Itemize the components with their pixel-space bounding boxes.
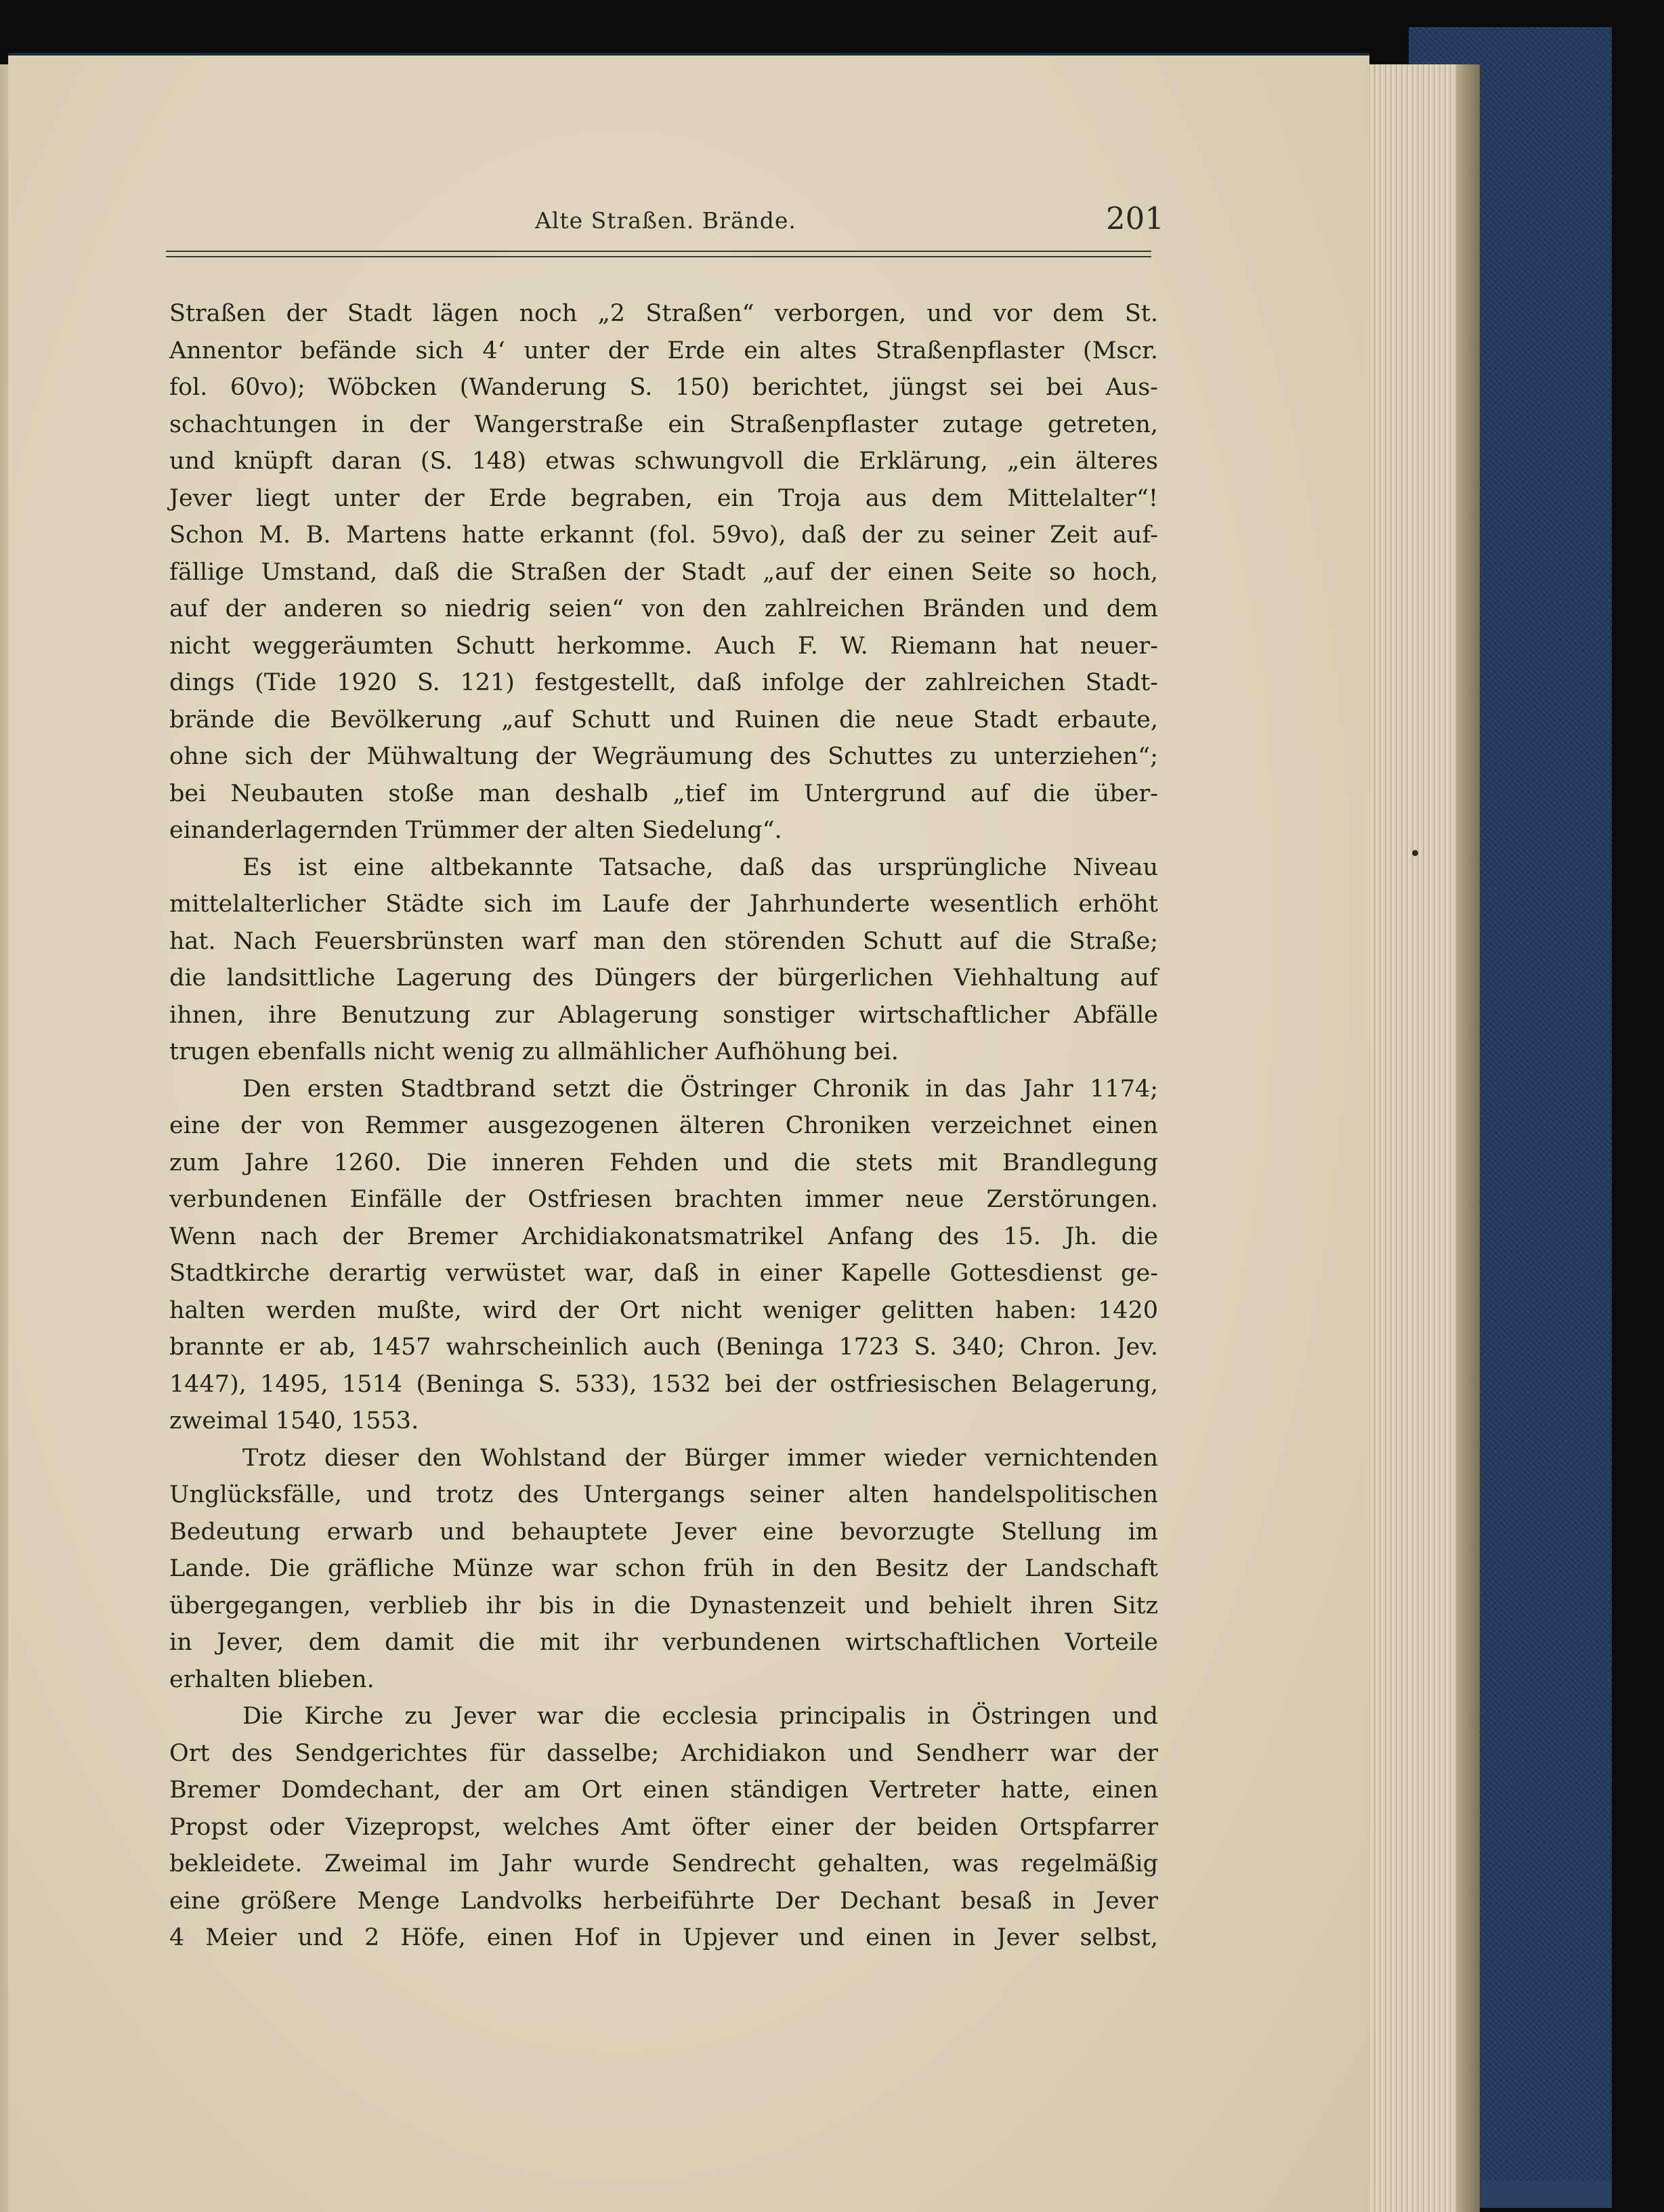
text-line: brände die Bevölkerung „auf Schutt und Ruinen die neue Stadt erbaute, [169, 706, 1158, 733]
text-line: erhalten blieben. [169, 1665, 375, 1693]
text-line: ihnen, ihre Benutzung zur Ablagerung sonstiger wirtschaftlicher Abfälle [169, 1001, 1158, 1029]
text-line: Ort des Sendgerichtes für dasselbe; Archidiakon und Sendherr war der [169, 1739, 1158, 1767]
text-line: Annentor befände sich 4‘ unter der Erde ein altes Straßenpflaster (Mscr. [169, 337, 1158, 364]
text-line: zum Jahre 1260. Die inneren Fehden und die stets mit Brandlegung [169, 1149, 1158, 1176]
text-line: Straßen der Stadt lägen noch „2 Straßen“ verborgen, und vor dem St. [169, 300, 1158, 327]
text-line: Unglücksfälle, und trotz des Untergangs seiner alten handelspolitischen [169, 1481, 1158, 1508]
header-rule [166, 256, 1151, 257]
page-number: 201 [1106, 200, 1164, 236]
paragraph-start-line: Die Kirche zu Jever war die ecclesia principalis in Östringen und [242, 1703, 1158, 1730]
text-line: halten werden mußte, wird der Ort nicht weniger gelitten haben: 1420 [169, 1296, 1158, 1324]
header-rule [166, 251, 1151, 252]
text-line: Lande. Die gräfliche Münze war schon früh in den Besitz der Landschaft [169, 1555, 1158, 1582]
text-line: mittelalterlicher Städte sich im Laufe der Jahrhunderte wesentlich erhöht [169, 891, 1158, 918]
text-line: Jever liegt unter der Erde begraben, ein Troja aus dem Mittelalter“! [169, 484, 1158, 512]
text-line: nicht weggeräumten Schutt herkomme. Auch F. W. Riemann hat neuer- [169, 632, 1158, 660]
text-line: zweimal 1540, 1553. [169, 1407, 419, 1434]
page-stack-shadow [1456, 64, 1480, 2212]
text-line: Schon M. B. Martens hatte erkannt (fol. 59vo), daß der zu seiner Zeit auf- [169, 522, 1158, 549]
running-head: Alte Straßen. Brände. [535, 207, 796, 234]
text-line: schachtungen in der Wangerstraße ein Straßenpflaster zutage getreten, [169, 410, 1158, 438]
page-stack-edges [1361, 64, 1466, 2212]
text-line: Bremer Domdechant, der am Ort einen ständigen Vertreter hatte, einen [169, 1777, 1158, 1804]
paragraph-start-line: Es ist eine altbekannte Tatsache, daß das ursprüngliche Niveau [242, 853, 1158, 881]
text-line: trugen ebenfalls nicht wenig zu allmählicher Aufhöhung bei. [169, 1038, 899, 1065]
text-line: eine größere Menge Landvolks herbeiführte Der Dechant besaß in Jever [169, 1887, 1158, 1915]
text-line: verbundenen Einfälle der Ostfriesen brachten immer neue Zerstörungen. [169, 1186, 1158, 1213]
text-line: die landsittliche Lagerung des Düngers der bürgerlichen Viehhaltung auf [169, 964, 1158, 992]
text-line: dings (Tide 1920 S. 121) festgestellt, daß infolge der zahlreichen Stadt- [169, 669, 1158, 696]
text-line: einanderlagernden Trümmer der alten Siedelung“. [169, 817, 782, 844]
text-line: fol. 60vo); Wöbcken (Wanderung S. 150) berichtet, jüngst sei bei Aus- [169, 374, 1158, 401]
text-line: Propst oder Vizepropst, welches Amt öfter einer der beiden Ortspfarrer [169, 1813, 1158, 1841]
text-line: in Jever, dem damit die mit ihr verbundenen wirtschaftlichen Vorteile [169, 1629, 1158, 1656]
text-line: hat. Nach Feuersbrünsten warf man den störenden Schutt auf die Straße; [169, 927, 1158, 955]
text-line: bei Neubauten stoße man deshalb „tief im Untergrund auf die über- [169, 780, 1158, 807]
text-line: 1447), 1495, 1514 (Beninga S. 533), 1532 bei der ostfriesischen Belagerung, [169, 1370, 1158, 1398]
text-line: ohne sich der Mühwaltung der Wegräumung des Schuttes zu unterziehen“; [169, 743, 1158, 770]
text-line: fällige Umstand, daß die Straßen der Stadt „auf der einen Seite so hoch, [169, 558, 1158, 586]
text-line: brannte er ab, 1457 wahrscheinlich auch (Beninga 1723 S. 340; Chron. Jev. [169, 1334, 1158, 1361]
text-line: übergegangen, verblieb ihr bis in die Dynastenzeit und behielt ihren Sitz [169, 1592, 1158, 1619]
paragraph-start-line: Den ersten Stadtbrand setzt die Östringer Chronik in das Jahr 1174; [242, 1075, 1158, 1103]
text-line: und knüpft daran (S. 148) etwas schwungvoll die Erklärung, „ein älteres [169, 448, 1158, 475]
ink-speck [1412, 850, 1418, 856]
text-line: 4 Meier und 2 Höfe, einen Hof in Upjever und einen in Jever selbst, [169, 1924, 1158, 1951]
text-line: Wenn nach der Bremer Archidiakonatsmatrikel Anfang des 15. Jh. die [169, 1222, 1158, 1250]
body-text [169, 295, 1158, 1957]
text-line: Stadtkirche derartig verwüstet war, daß in einer Kapelle Gottesdienst ge- [169, 1260, 1158, 1287]
text-line: bekleidete. Zweimal im Jahr wurde Sendrecht gehalten, was regelmäßig [169, 1850, 1158, 1877]
text-line: Bedeutung erwarb und behauptete Jever eine bevorzugte Stellung im [169, 1518, 1158, 1546]
text-line: auf der anderen so niedrig seien“ von den zahlreichen Bränden und dem [169, 595, 1158, 622]
paragraph-start-line: Trotz dieser den Wohlstand der Bürger immer wieder vernichtenden [242, 1444, 1158, 1472]
text-line: eine der von Remmer ausgezogenen älteren Chroniken verzeichnet einen [169, 1112, 1158, 1139]
